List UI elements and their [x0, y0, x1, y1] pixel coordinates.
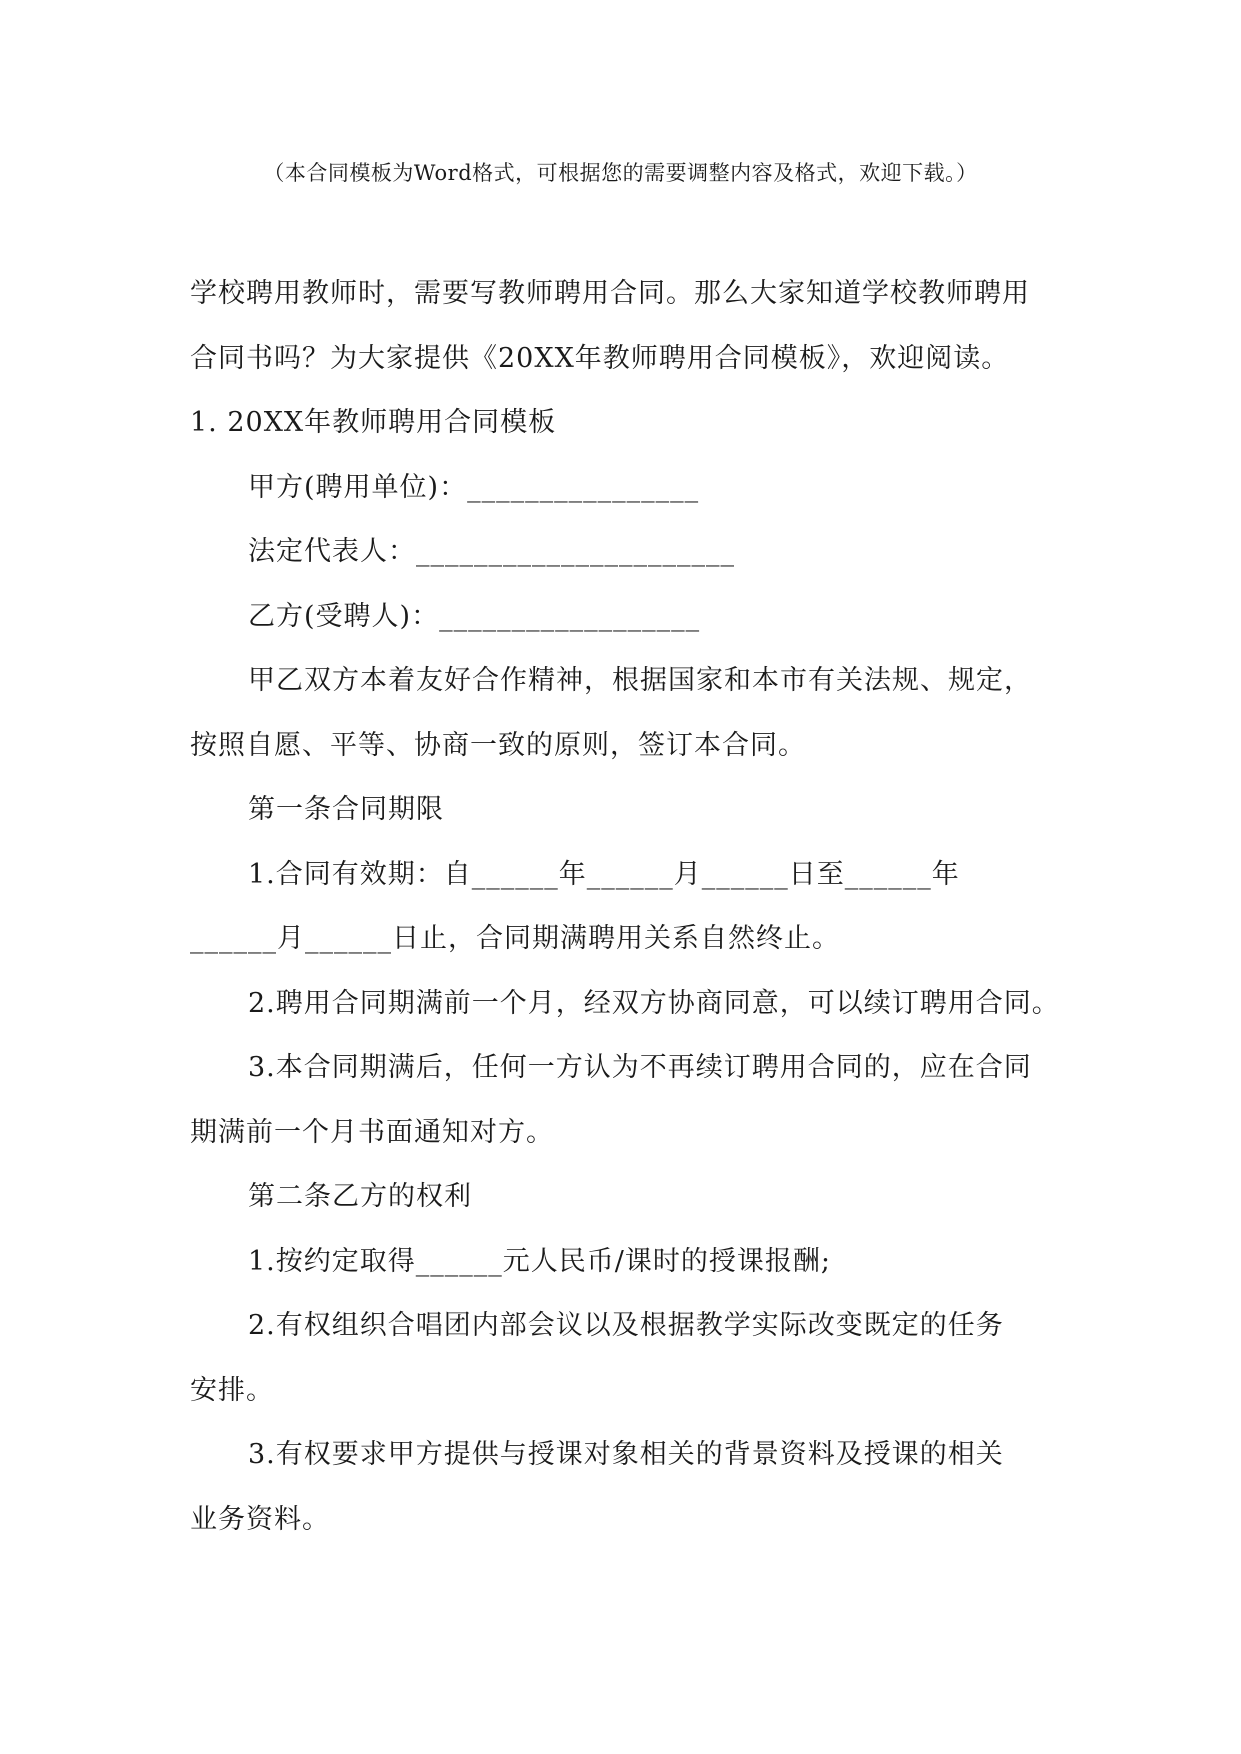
paragraph-line: 学校聘用教师时，需要写教师聘用合同。那么大家知道学校教师聘用 — [190, 278, 1030, 309]
party-a-field: 甲方(聘用单位)：________________ — [248, 471, 700, 503]
section-heading: 1. 20XX年教师聘用合同模板 — [190, 407, 557, 438]
clause-line: ______月______日止，合同期满聘用关系自然终止。 — [190, 923, 840, 954]
document-body — [190, 262, 1070, 1552]
clause-line: 2.有权组织合唱团内部会议以及根据教学实际改变既定的任务 — [248, 1310, 1004, 1341]
paragraph-line: 甲乙双方本着友好合作精神，根据国家和本市有关法规、规定， — [248, 665, 1032, 696]
clause-line: 1.按约定取得______元人民币/课时的授课报酬; — [248, 1245, 831, 1277]
paragraph-line: 按照自愿、平等、协商一致的原则，签订本合同。 — [190, 729, 806, 761]
clause-line: 3.本合同期满后，任何一方认为不再续订聘用合同的，应在合同 — [248, 1052, 1032, 1083]
clause-line: 3.有权要求甲方提供与授课对象相关的背景资料及授课的相关 — [248, 1439, 1004, 1470]
clause-line: 业务资料。 — [190, 1503, 330, 1535]
legal-representative-field: 法定代表人：______________________ — [248, 536, 735, 567]
clause-line: 2.聘用合同期满前一个月，经双方协商同意，可以续订聘用合同。 — [248, 987, 1060, 1019]
paragraph-line: 合同书吗？为大家提供《20XX年教师聘用合同模板》，欢迎阅读。 — [190, 342, 1010, 374]
clause-line: 期满前一个月书面通知对方。 — [190, 1116, 554, 1148]
clause-line: 安排。 — [190, 1374, 274, 1406]
template-note: （本合同模板为Word格式，可根据您的需要调整内容及格式，欢迎下载。） — [263, 161, 978, 185]
clause-line: 1.合同有效期：自______年______月______日至______年 — [248, 858, 960, 890]
article-heading: 第二条乙方的权利 — [248, 1181, 472, 1212]
article-heading: 第一条合同期限 — [248, 794, 444, 825]
party-b-field: 乙方(受聘人)：__________________ — [248, 600, 701, 632]
